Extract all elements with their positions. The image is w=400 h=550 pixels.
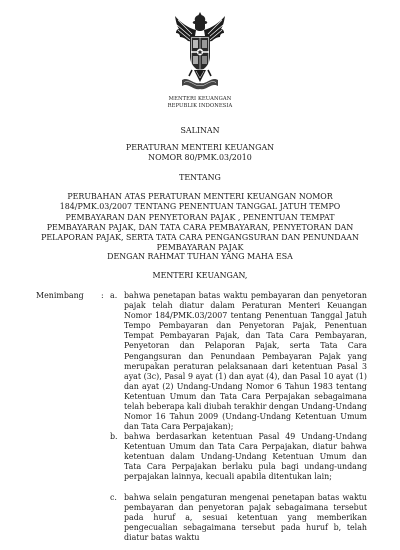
regulation-subject: PERUBAHAN ATAS PERATURAN MENTERI KEUANGAN NOMOR 184/PMK.03/2007 TENTANG PENENTUAN TANGGAL JATUH TEMPO PEMBAYARAN DAN PENYETORAN PAJAK , PENENTUAN TEMPAT PEMBAYARAN PAJAK, DAN TATA CARA PEMBAYARAN, PENYETORAN DAN PELAPORAN PAJAK, SERTA TATA CARA PENGANGSURAN DAN PENUNDAAN PEMBAYARAN PAJAK: [41, 192, 359, 253]
considering-item-letter: c.: [110, 493, 117, 502]
considering-colon: :: [101, 291, 104, 300]
considering-item-letter: a.: [110, 291, 118, 300]
agency-country: REPUBLIK INDONESIA: [167, 103, 233, 109]
considering-item-text: bahwa selain pengaturan mengenai penetapan batas waktu pembayaran dan penyetoran pajak sebagaimana tersebut pada huruf a, sesuai ketentuan yang memberikan pengecualian sebagaimana tersebut pada huruf b, telah diatur batas waktu: [124, 493, 367, 543]
considering-item-text: bahwa berdasarkan ketentuan Pasal 49 Undang-Undang Ketentuan Umum dan Tata Cara Perpajakan, diatur bahwa ketentuan dalam Undang-Undang Ketentuan Umum dan Tata Cara Perpajakan berlaku pula bagi undang-undang perpajakan lainnya, kecuali apabila ditentukan lain;: [124, 432, 367, 482]
agency-name: MENTERI KEUANGAN: [168, 96, 232, 102]
considering-item-letter: b.: [110, 432, 118, 441]
minister-heading: MENTERI KEUANGAN,: [152, 271, 248, 280]
regulation-number: NOMOR 80/PMK.03/2010: [148, 153, 252, 162]
garuda-emblem-icon: [174, 12, 226, 94]
invocation: DENGAN RAHMAT TUHAN YANG MAHA ESA: [107, 252, 293, 261]
considering-item-text: bahwa penetapan batas waktu pembayaran dan penyetoran pajak telah diatur dalam Peraturan Menteri Keuangan Nomor 184/PMK.03/2007 tentang Penentuan Tanggal Jatuh Tempo Pembayaran dan Penyetoran Pajak, Penentuan Tempat Pembayaran Pajak, dan Tata Cara Pembayaran, Penyetoran dan Pelaporan Pajak, serta Tata Cara Pengangsuran dan Penundaan Pembayaran Pajak yang merupakan peraturan pelaksanaan dari ketentuan Pasal 3 ayat (3c), Pasal 9 ayat (1) dan ayat (4), dan Pasal 10 ayat (1) dan ayat (2) Undang-Undang Nomor 6 Tahun 1983 tentang Ketentuan Umum dan Tata Cara Perpajakan sebagaimana telah beberapa kali diubah terakhir dengan Undang-Undang Nomor 16 Tahun 2009 (Undang-Undang Ketentuan Umum dan Tata Cara Perpajakan);: [124, 291, 367, 432]
copy-label: SALINAN: [180, 126, 220, 135]
considering-label: Menimbang: [36, 291, 84, 300]
regulation-title: PERATURAN MENTERI KEUANGAN: [125, 143, 275, 152]
about-label: TENTANG: [179, 173, 221, 182]
